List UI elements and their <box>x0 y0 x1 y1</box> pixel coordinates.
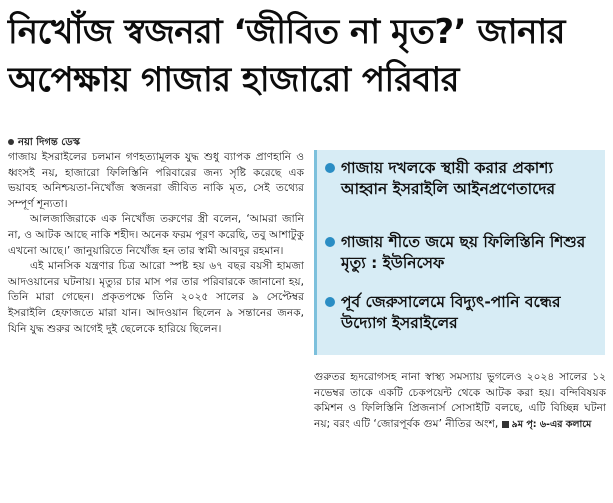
continued-link-text: ৯ম পৃ: ৬-এর কলামে <box>511 418 592 430</box>
related-news-text: গাজায় শীতে জমে ছয় ফিলিস্তিনি শিশুর মৃত্যু : ইউনিসেফ <box>341 233 586 272</box>
byline-text: নয়া দিগন্ত ডেস্ক <box>18 137 80 148</box>
continued-link[interactable] <box>502 419 592 430</box>
bullet-icon <box>325 297 335 307</box>
article-right-column <box>314 370 606 432</box>
paragraph-continued <box>314 370 606 432</box>
byline-bullet-icon <box>8 139 14 145</box>
paragraph-continued-text: গুরুতর হৃদরোগসহ নানা স্বাস্থ্য সমস্যায় ভুগলেও ২০২৪ সালের ১২ নভেম্বর তাকে একটি চেকপয়েন্ট থেকে আটক করা হয়। বন্দিবিষয়ক কমিশন ও ফিলিস্তিনি প্রিজনার্স সোসাইটি বলছে, এটি বিচ্ছিন্ন ঘটনা নয়; বরং এটি ‘জোরপূর্বক গুম’ নীতির অংশ, <box>314 371 606 430</box>
article-left-column <box>8 150 304 337</box>
paragraph-2: আলজাজিরাকে এক নিখোঁজ তরুণের স্ত্রী বলেন, ‘আমরা জানি না, ও আটক আছে নাকি শহীদ। অনেক ফরম পূরণ করেছি, তবু আশাটুকু এখনো আছে।’ জানুয়ারিতে নিখোঁজ হন তার স্বামী আবদুর রহমান। <box>8 213 304 257</box>
related-news-text: গাজায় দখলকে স্থায়ী করার প্রকাশ্য আহ্বান ইসরাইলি আইনপ্রণেতাদের <box>341 159 556 198</box>
headline <box>8 8 608 104</box>
paragraph-3: এই মানসিক যন্ত্রণার চিত্র আরো স্পষ্ট হয় ৬৭ বছর বয়সী হামজা আদওয়ানের ঘটনায়। মৃত্যুর চার মাস পর তার পরিবারকে জানানো হয়, তিনি মারা গেছেন। প্রকৃতপক্ষে তিনি ২০২৫ সালের ৯ সেপ্টেম্বর ইসরাইলি হেফাজতে মারা যান। আদওয়ান ছিলেন ৯ সন্তানের জনক, যিনি যুদ্ধ শুরুর আগেই দুই ছেলেকে হারিয়ে ছিলেন। <box>8 260 304 335</box>
related-news-item[interactable] <box>327 292 601 334</box>
related-news-item[interactable] <box>327 232 601 274</box>
related-news-item[interactable] <box>327 158 601 200</box>
bullet-icon <box>325 237 335 247</box>
headline-line-1: নিখোঁজ স্বজনরা ‘জীবিত না মৃত?’ জানার <box>8 12 565 52</box>
jump-square-icon <box>502 421 509 428</box>
related-news-text: পূর্ব জেরুসালেমে বিদ্যুৎ-পানি বন্ধের উদ্যোগ ইসরাইলের <box>341 293 561 332</box>
headline-line-2: অপেক্ষায় গাজার হাজারো পরিবার <box>8 60 459 100</box>
bullet-icon <box>325 163 335 173</box>
related-news-box <box>314 150 605 355</box>
paragraph-1: গাজায় ইসরাইলের চলমান গণহত্যামূলক যুদ্ধ শুধু ব্যাপক প্রাণহানি ও ধ্বংসই নয়, হাজারো ফিলিস্তিনি পরিবারের জন্য সৃষ্টি করেছে এক ভয়াবহ অনিশ্চয়তা-নিখোঁজ স্বজনরা জীবিত নাকি মৃত, সেই তথ্যের সম্পূর্ণ শূন্যতা। <box>8 151 304 210</box>
